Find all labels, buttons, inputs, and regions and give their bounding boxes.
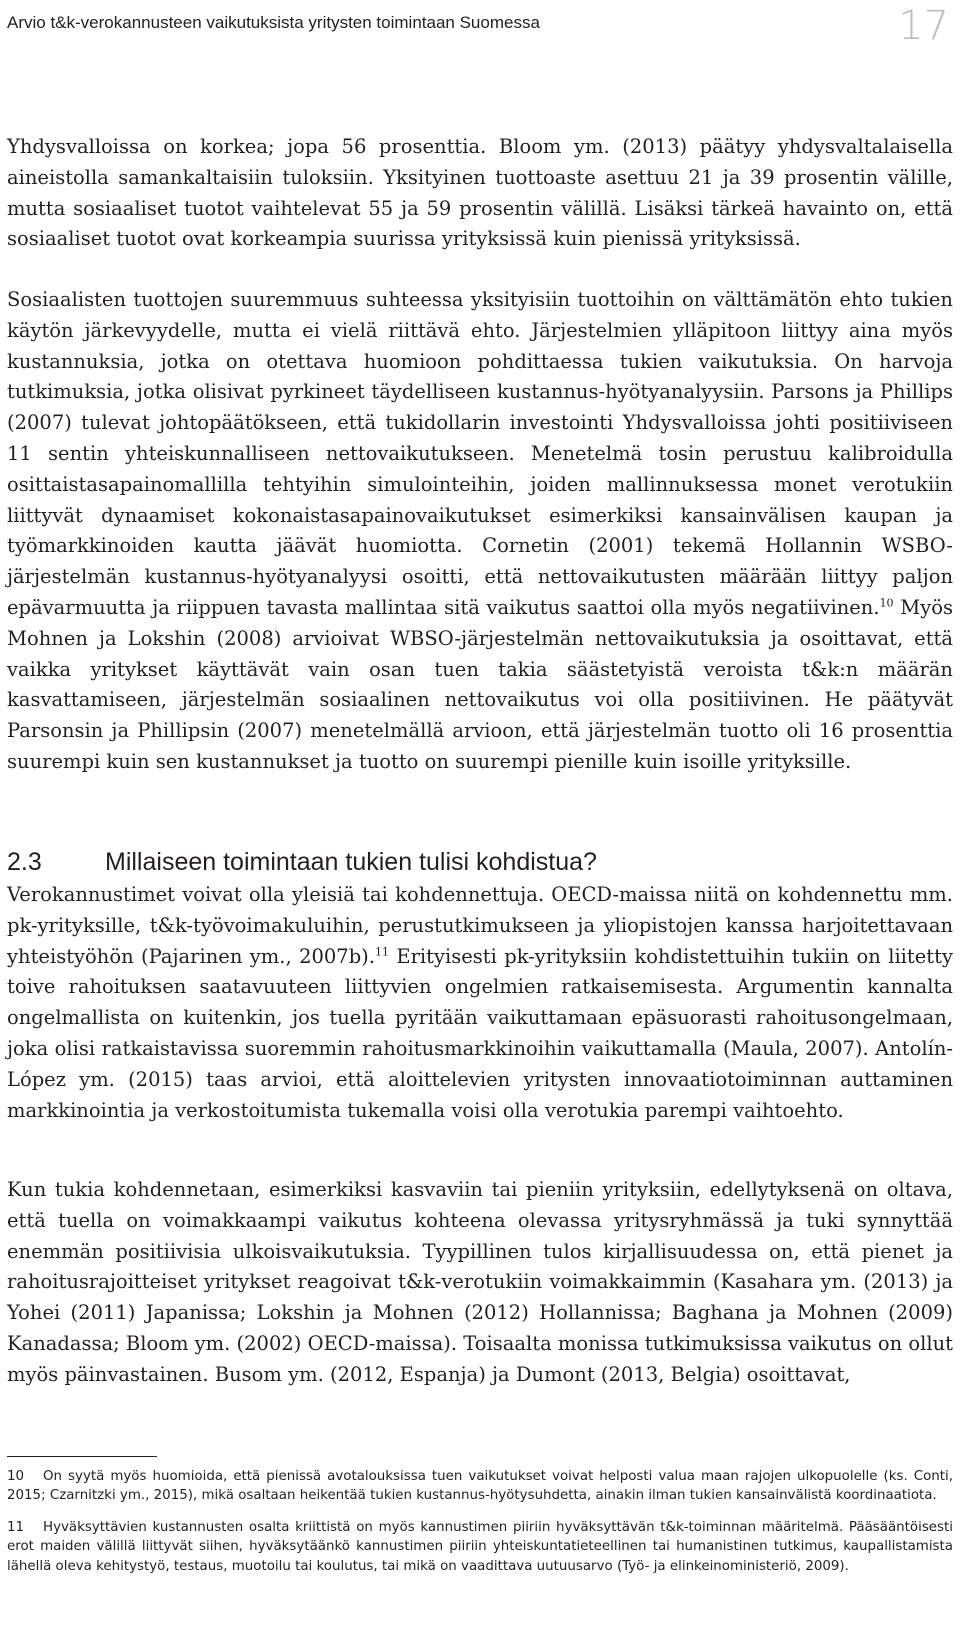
footnote-ref-11[interactable]: 11 [374, 945, 389, 959]
section-heading [7, 848, 597, 877]
paragraph-3-part-a: Verokannustimet voivat olla yleisiä tai kohdennettuja. OECD-maissa niitä on kohdennettu mm. pk-yrityksille, t&k-työvoimakuluihin, perustutkimukseen ja yliopistojen kanssa harjoitettavaan yhteistyöhön (Pajarinen ym., 2007b). [7, 883, 953, 968]
footnote-text: Hyväksyttävien kustannusten osalta kriittistä on myös kannustimen piiriin hyväksyttävän t&k-toiminnan määritelmä. Pääsääntöisesti erot maiden välillä liittyvät siihen, hyväksytäänkö kannustimen piiriin yhteiskuntatieteellinen tai humanistinen tutkimus, kaupallistamista lähellä oleva kehitystyö, testaus, muotoilu tai koulutus, tai mikä on vaadittava uutuusarvo (Työ- ja elinkeinoministeriö, 2009). [7, 1519, 953, 1574]
footnote-ref-10[interactable]: 10 [879, 596, 894, 610]
section-number: 2.3 [7, 848, 42, 876]
footnote-10 [7, 1467, 953, 1506]
paragraph-4-text: Kun tukia kohdennetaan, esimerkiksi kasvaviin tai pieniin yrityksiin, edellytyksenä on oltava, että tuella on voimakkaampi vaikutus kohteena olevassa yritysryhmässä ja tuki synnyttää enemmän positiivisia ulkoisvaikutuksia. Tyypillinen tulos kirjallisuudessa on, että pienet ja rahoitusrajoitteiset yritykset reagoivat t&k-verotukiin voimakkaimmin (Kasahara ym. (2013) ja Yohei (2011) Japanissa; Lokshin ja Mohnen (2012) Hollannissa; Baghana ja Mohnen (2009) Kanadassa; Bloom ym. (2002) OECD-maissa). Toisaalta monissa tutkimuksissa vaikutus on ollut myös päinvastainen. Busom ym. (2012, Espanja) ja Dumont (2013, Belgia) osoittavat, [7, 1178, 953, 1386]
paragraph-1-text: Yhdysvalloissa on korkea; jopa 56 prosenttia. Bloom ym. (2013) päätyy yhdysvaltalaisella aineistolla samankaltaisiin tuloksiin. Yksityinen tuottoaste asettuu 21 ja 39 prosentin välille, mutta sosiaaliset tuotot vaihtelevat 55 ja 59 prosentin välillä. Lisäksi tärkeä havainto on, että sosiaaliset tuotot ovat korkeampia suurissa yrityksissä kuin pienissä yrityksissä. [7, 135, 953, 251]
paragraph-2-text [7, 285, 953, 778]
footnotes [7, 1467, 953, 1588]
page-header [7, 3, 953, 49]
paragraph-4 [7, 1175, 953, 1391]
paragraph-2 [7, 285, 953, 778]
footnote-number: 10 [7, 1469, 25, 1484]
footnote-11 [7, 1518, 953, 1576]
paragraph-1 [7, 132, 953, 255]
footnote-number: 11 [7, 1519, 25, 1535]
paragraph-3-text [7, 880, 953, 1126]
paragraph-3-part-b: Erityisesti pk-yrityksiin kohdistettuihin tukiin on liitetty toive rahoituksen saatavuuteen liittyvien ongelmien ratkaisemisesta. Argumentin kannalta ongelmallista on kuitenkin, jos tuella pyritään vaikuttamaan epäsuorasti rahoitusongelmaan, joka olisi ratkaistavissa suoremmin rahoitusmarkkinoihin vaikuttamalla (Maula, 2007). Antolín-López ym. (2015) taas arvioi, että aloittelevien yritysten innovaatiotoiminnan auttaminen markkinointia ja verkostoitumista tukemalla voisi olla verotukia parempi vaihtoehto. [7, 944, 953, 1122]
page-number: 17 [898, 3, 949, 49]
section-title: Millaiseen toimintaan tukien tulisi kohdistua? [105, 848, 597, 876]
running-title: Arvio t&k-verokannusteen vaikutuksista yritysten toimintaan Suomessa [7, 13, 540, 32]
footnote-divider [7, 1456, 157, 1457]
paragraph-2-part-a: Sosiaalisten tuottojen suuremmuus suhteessa yksityisiin tuottoihin on välttämätön ehto tukien käytön järkevyydelle, mutta ei vielä riittävä ehto. Järjestelmien ylläpitoon liittyy aina myös kustannuksia, jotka on otettava huomioon pohdittaessa tukien vaikutuksia. On harvoja tutkimuksia, jotka olisivat pyrkineet täydelliseen kustannus-hyötyanalyysiin. Parsons ja Phillips (2007) tulevat johtopäätökseen, että tukidollarin investointi Yhdysvalloissa johti positiiviseen 11 sentin yhteiskunnalliseen nettovaikutukseen. Menetelmä tosin perustuu kalibroidulla osittaistasapainomallilla tehtyihin simulointeihin, joiden mallinnuksessa monet verotukiin liittyvät dynaamiset kokonaistasapainovaikutukset esimerkiksi kansainvälisen kaupan ja työmarkkinoiden kautta jäävät huomiotta. Cornetin (2001) tekemä Hollannin WSBO-järjestelmän kustannus-hyötyanalyysi osoitti, että nettovaikutusten määrään liittyy paljon epävarmuutta ja riippuen tavasta mallintaa sitä vaikutus saattoi olla myös negatiivinen. [7, 288, 953, 619]
paragraph-2-part-b: Myös Mohnen ja Lokshin (2008) arvioivat WBSO-järjestelmän nettovaikutuksia ja osoittavat, että vaikka yritykset käyttävät vain osan tuen takia säästetyistä veroista t&k:n määrän kasvattamiseen, järjestelmän sosiaalinen nettovaikutus voi olla positiivinen. He päätyvät Parsonsin ja Phillipsin (2007) menetelmällä arvioon, että järjestelmän tuotto oli 16 prosenttia suurempi kuin sen kustannukset ja tuotto on suurempi pienille kuin isoille yrityksille. [7, 595, 953, 773]
footnote-text: On syytä myös huomioida, että pienissä avotalouksissa tuen vaikutukset voivat helposti valua maan rajojen ulkopuolelle (ks. Conti, 2015; Czarnitzki ym., 2015), mikä osaltaan heikentää tukien kustannus-hyötysuhdetta, ainakin ilman tukien kansainvälistä koordinaatiota. [7, 1469, 953, 1504]
paragraph-3 [7, 880, 953, 1126]
